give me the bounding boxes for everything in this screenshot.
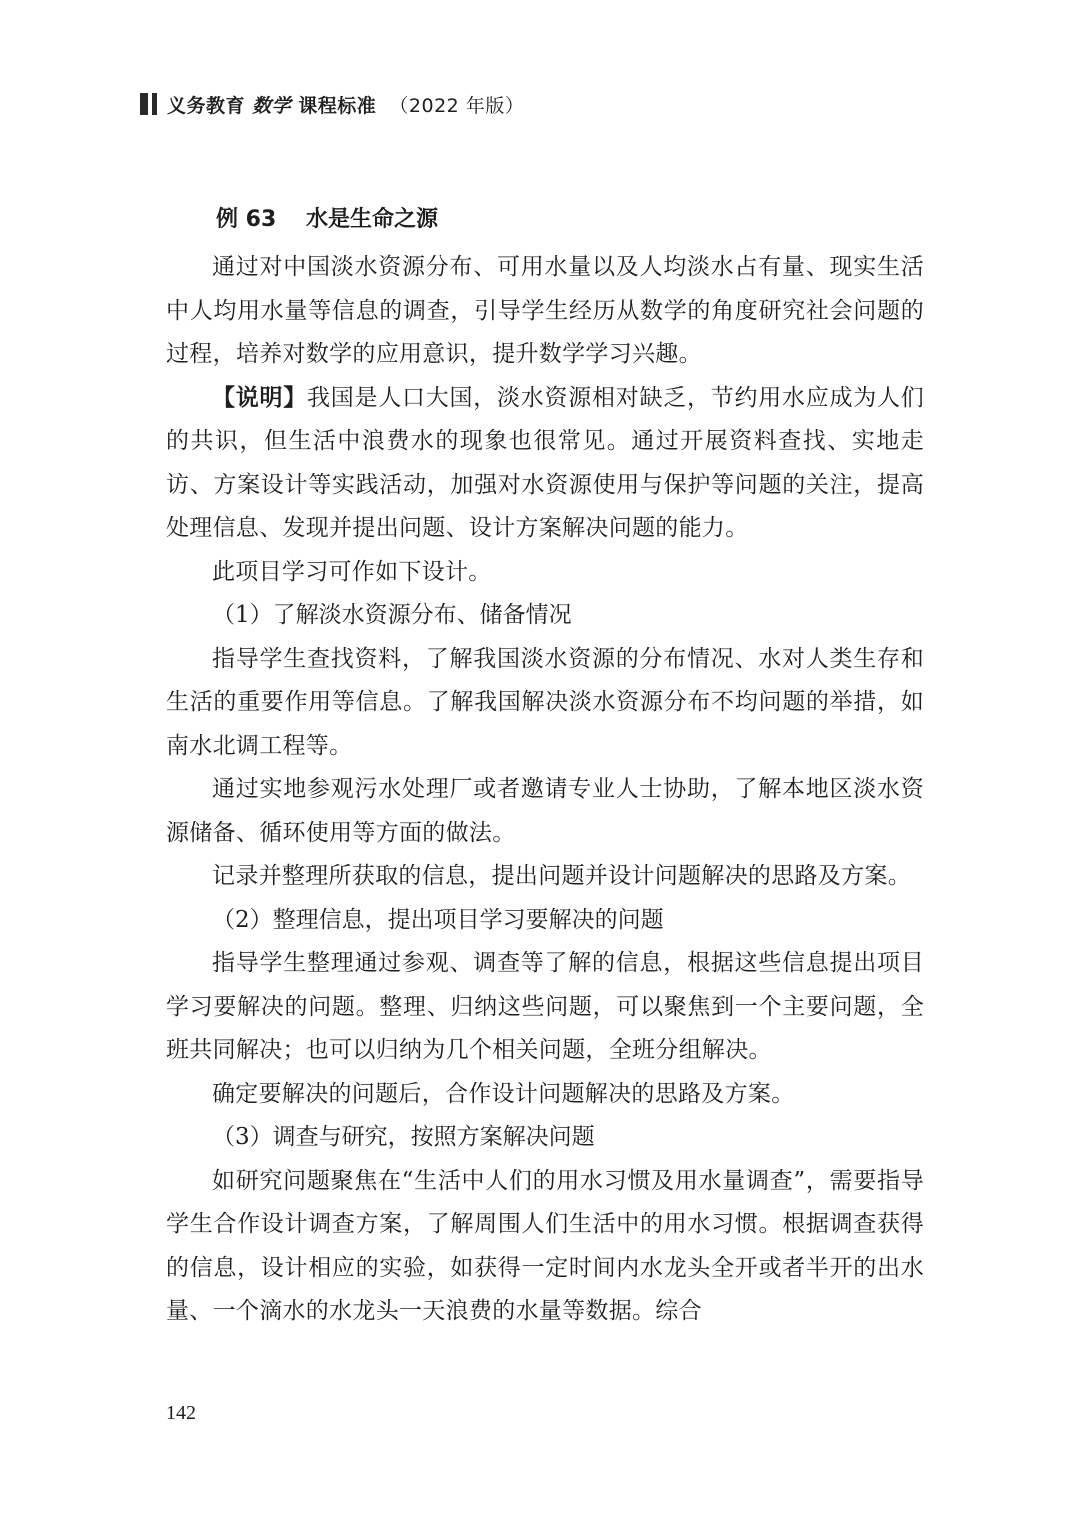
paragraph-step3-a: 如研究问题聚焦在“生活中人们的用水习惯及用水量调查”，需要指导学生合作设计调查方案，了解周围人们生活中的用水习惯。根据调查获得的信息，设计相应的实验，如获得一定时间内水龙头全开或者半开的出水量、一个滴水的水龙头一天浪费的水量等数据。综合 [166, 1167, 924, 1324]
paragraph-intro: 通过对中国淡水资源分布、可用水量以及人均淡水占有量、现实生活中人均用水量等信息的调查，引导学生经历从数学的角度研究社会问题的过程，培养对数学的应用意识，提升数学学习兴趣。 [166, 254, 924, 367]
section-heading-1: （1）了解淡水资源分布、储备情况 [212, 602, 572, 628]
example-title: 水是生命之源 [305, 207, 438, 232]
paragraph-step1-b: 通过实地参观污水处理厂或者邀请专业人士协助，了解本地区淡水资源储备、循环使用等方面的做法。 [166, 776, 924, 846]
example-number: 例 63 [216, 207, 277, 232]
book-title-part-1: 义务教育 [167, 94, 246, 117]
section-heading-3: （3）调查与研究，按照方案解决问题 [212, 1124, 595, 1150]
paragraph-explanation [166, 377, 924, 551]
running-header [140, 90, 524, 118]
section-heading-2: （2）整理信息，提出项目学习要解决的问题 [212, 906, 664, 933]
paragraph-step2-b: 确定要解决的问题后，合作设计问题解决的思路及方案。 [212, 1080, 795, 1107]
explanation-label: 【说明】 [212, 384, 307, 411]
paragraph-step2-a: 指导学生整理通过参观、调查等了解的信息，根据这些信息提出项目学习要解决的问题。整理、归纳这些问题，可以聚焦到一个主要问题，全班共同解决；也可以归纳为几个相关问题，全班分组解决。 [166, 950, 924, 1063]
book-title [167, 91, 524, 118]
book-title-part-2: 课程标准 [298, 94, 377, 117]
book-title-subject: 数学 [252, 94, 292, 117]
explanation-text: 我国是人口大国，淡水资源相对缺乏，节约用水应成为人们的共识，但生活中浪费水的现象也很常见。通过开展资料查找、实地走访、方案设计等实践活动，加强对水资源使用与保护等问题的关注，提高处理信息、发现并提出问题、设计方案解决问题的能力。 [166, 384, 924, 541]
page-body [166, 200, 924, 1334]
example-heading [216, 200, 924, 240]
paragraph-step1-a: 指导学生查找资料，了解我国淡水资源的分布情况、水对人类生存和生活的重要作用等信息。了解我国解决淡水资源分布不均问题的举措，如南水北调工程等。 [166, 645, 924, 759]
paragraph-design-intro: 此项目学习可作如下设计。 [212, 558, 492, 585]
book-edition: （2022 年版） [389, 94, 525, 117]
page-number: 142 [166, 1402, 196, 1424]
header-marker-bars-icon [140, 93, 157, 115]
paragraph-step1-c: 记录并整理所获取的信息，提出问题并设计问题解决的思路及方案。 [212, 863, 911, 889]
